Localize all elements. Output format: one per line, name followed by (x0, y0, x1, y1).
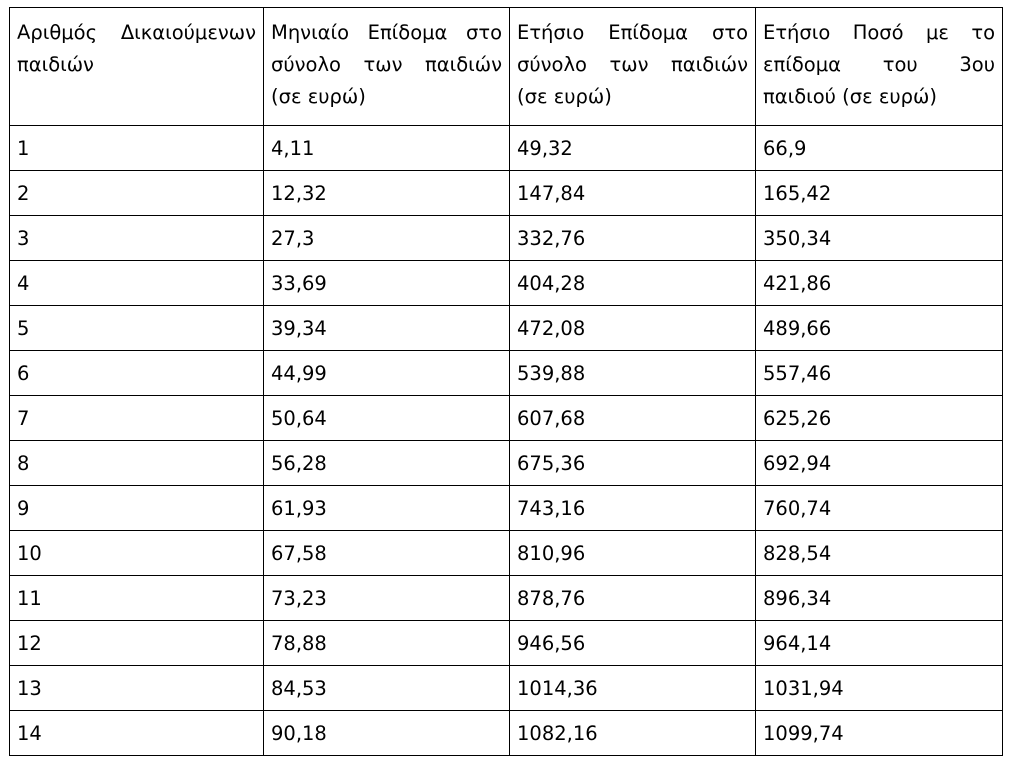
cell-monthly-benefit: 67,58 (264, 531, 510, 576)
cell-monthly-benefit: 73,23 (264, 576, 510, 621)
cell-children-count: 11 (10, 576, 264, 621)
cell-annual-benefit: 332,76 (510, 216, 756, 261)
header-monthly-benefit: Μηνιαίο Επίδομα στο σύνολο των παιδιών (σε ευρώ) (264, 8, 510, 126)
cell-annual-with-third-child: 964,14 (756, 621, 1003, 666)
cell-annual-benefit: 1014,36 (510, 666, 756, 711)
table-row (10, 306, 1003, 351)
table-row (10, 711, 1003, 756)
cell-annual-benefit: 539,88 (510, 351, 756, 396)
cell-annual-benefit: 404,28 (510, 261, 756, 306)
cell-monthly-benefit: 44,99 (264, 351, 510, 396)
cell-children-count: 13 (10, 666, 264, 711)
cell-children-count: 14 (10, 711, 264, 756)
cell-annual-with-third-child: 828,54 (756, 531, 1003, 576)
table-row (10, 531, 1003, 576)
cell-monthly-benefit: 27,3 (264, 216, 510, 261)
cell-children-count: 1 (10, 126, 264, 171)
cell-annual-with-third-child: 66,9 (756, 126, 1003, 171)
cell-monthly-benefit: 61,93 (264, 486, 510, 531)
cell-annual-benefit: 147,84 (510, 171, 756, 216)
table-row (10, 576, 1003, 621)
child-benefit-table (9, 7, 1003, 756)
cell-annual-benefit: 946,56 (510, 621, 756, 666)
cell-children-count: 5 (10, 306, 264, 351)
cell-monthly-benefit: 4,11 (264, 126, 510, 171)
cell-annual-benefit: 472,08 (510, 306, 756, 351)
cell-annual-with-third-child: 421,86 (756, 261, 1003, 306)
table-row (10, 441, 1003, 486)
cell-monthly-benefit: 90,18 (264, 711, 510, 756)
cell-monthly-benefit: 84,53 (264, 666, 510, 711)
cell-annual-benefit: 743,16 (510, 486, 756, 531)
cell-children-count: 3 (10, 216, 264, 261)
cell-children-count: 9 (10, 486, 264, 531)
cell-children-count: 10 (10, 531, 264, 576)
table-row (10, 486, 1003, 531)
cell-annual-with-third-child: 350,34 (756, 216, 1003, 261)
header-row (10, 8, 1003, 126)
table-row (10, 171, 1003, 216)
cell-annual-benefit: 49,32 (510, 126, 756, 171)
cell-annual-benefit: 1082,16 (510, 711, 756, 756)
cell-annual-with-third-child: 896,34 (756, 576, 1003, 621)
cell-monthly-benefit: 50,64 (264, 396, 510, 441)
table-row (10, 216, 1003, 261)
cell-children-count: 12 (10, 621, 264, 666)
cell-annual-with-third-child: 692,94 (756, 441, 1003, 486)
cell-children-count: 2 (10, 171, 264, 216)
cell-annual-with-third-child: 557,46 (756, 351, 1003, 396)
header-annual-benefit: Ετήσιο Επίδομα στο σύνολο των παιδιών (σε ευρώ) (510, 8, 756, 126)
cell-monthly-benefit: 78,88 (264, 621, 510, 666)
table-row (10, 621, 1003, 666)
cell-annual-with-third-child: 760,74 (756, 486, 1003, 531)
table-header (10, 8, 1003, 126)
cell-annual-with-third-child: 489,66 (756, 306, 1003, 351)
table-row (10, 666, 1003, 711)
cell-annual-with-third-child: 165,42 (756, 171, 1003, 216)
header-children-count: Αριθμός Δικαιούμενων παιδιών (10, 8, 264, 126)
header-annual-with-third-child: Ετήσιο Ποσό με το επίδομα του 3ου παιδιού (σε ευρώ) (756, 8, 1003, 126)
cell-annual-benefit: 878,76 (510, 576, 756, 621)
cell-monthly-benefit: 39,34 (264, 306, 510, 351)
cell-annual-benefit: 675,36 (510, 441, 756, 486)
cell-children-count: 6 (10, 351, 264, 396)
cell-monthly-benefit: 56,28 (264, 441, 510, 486)
cell-annual-with-third-child: 625,26 (756, 396, 1003, 441)
cell-monthly-benefit: 33,69 (264, 261, 510, 306)
cell-children-count: 8 (10, 441, 264, 486)
table-row (10, 126, 1003, 171)
table-body (10, 126, 1003, 756)
table-row (10, 396, 1003, 441)
table-row (10, 351, 1003, 396)
cell-annual-with-third-child: 1099,74 (756, 711, 1003, 756)
table-row (10, 261, 1003, 306)
cell-children-count: 7 (10, 396, 264, 441)
cell-annual-benefit: 810,96 (510, 531, 756, 576)
cell-annual-benefit: 607,68 (510, 396, 756, 441)
cell-annual-with-third-child: 1031,94 (756, 666, 1003, 711)
cell-monthly-benefit: 12,32 (264, 171, 510, 216)
cell-children-count: 4 (10, 261, 264, 306)
